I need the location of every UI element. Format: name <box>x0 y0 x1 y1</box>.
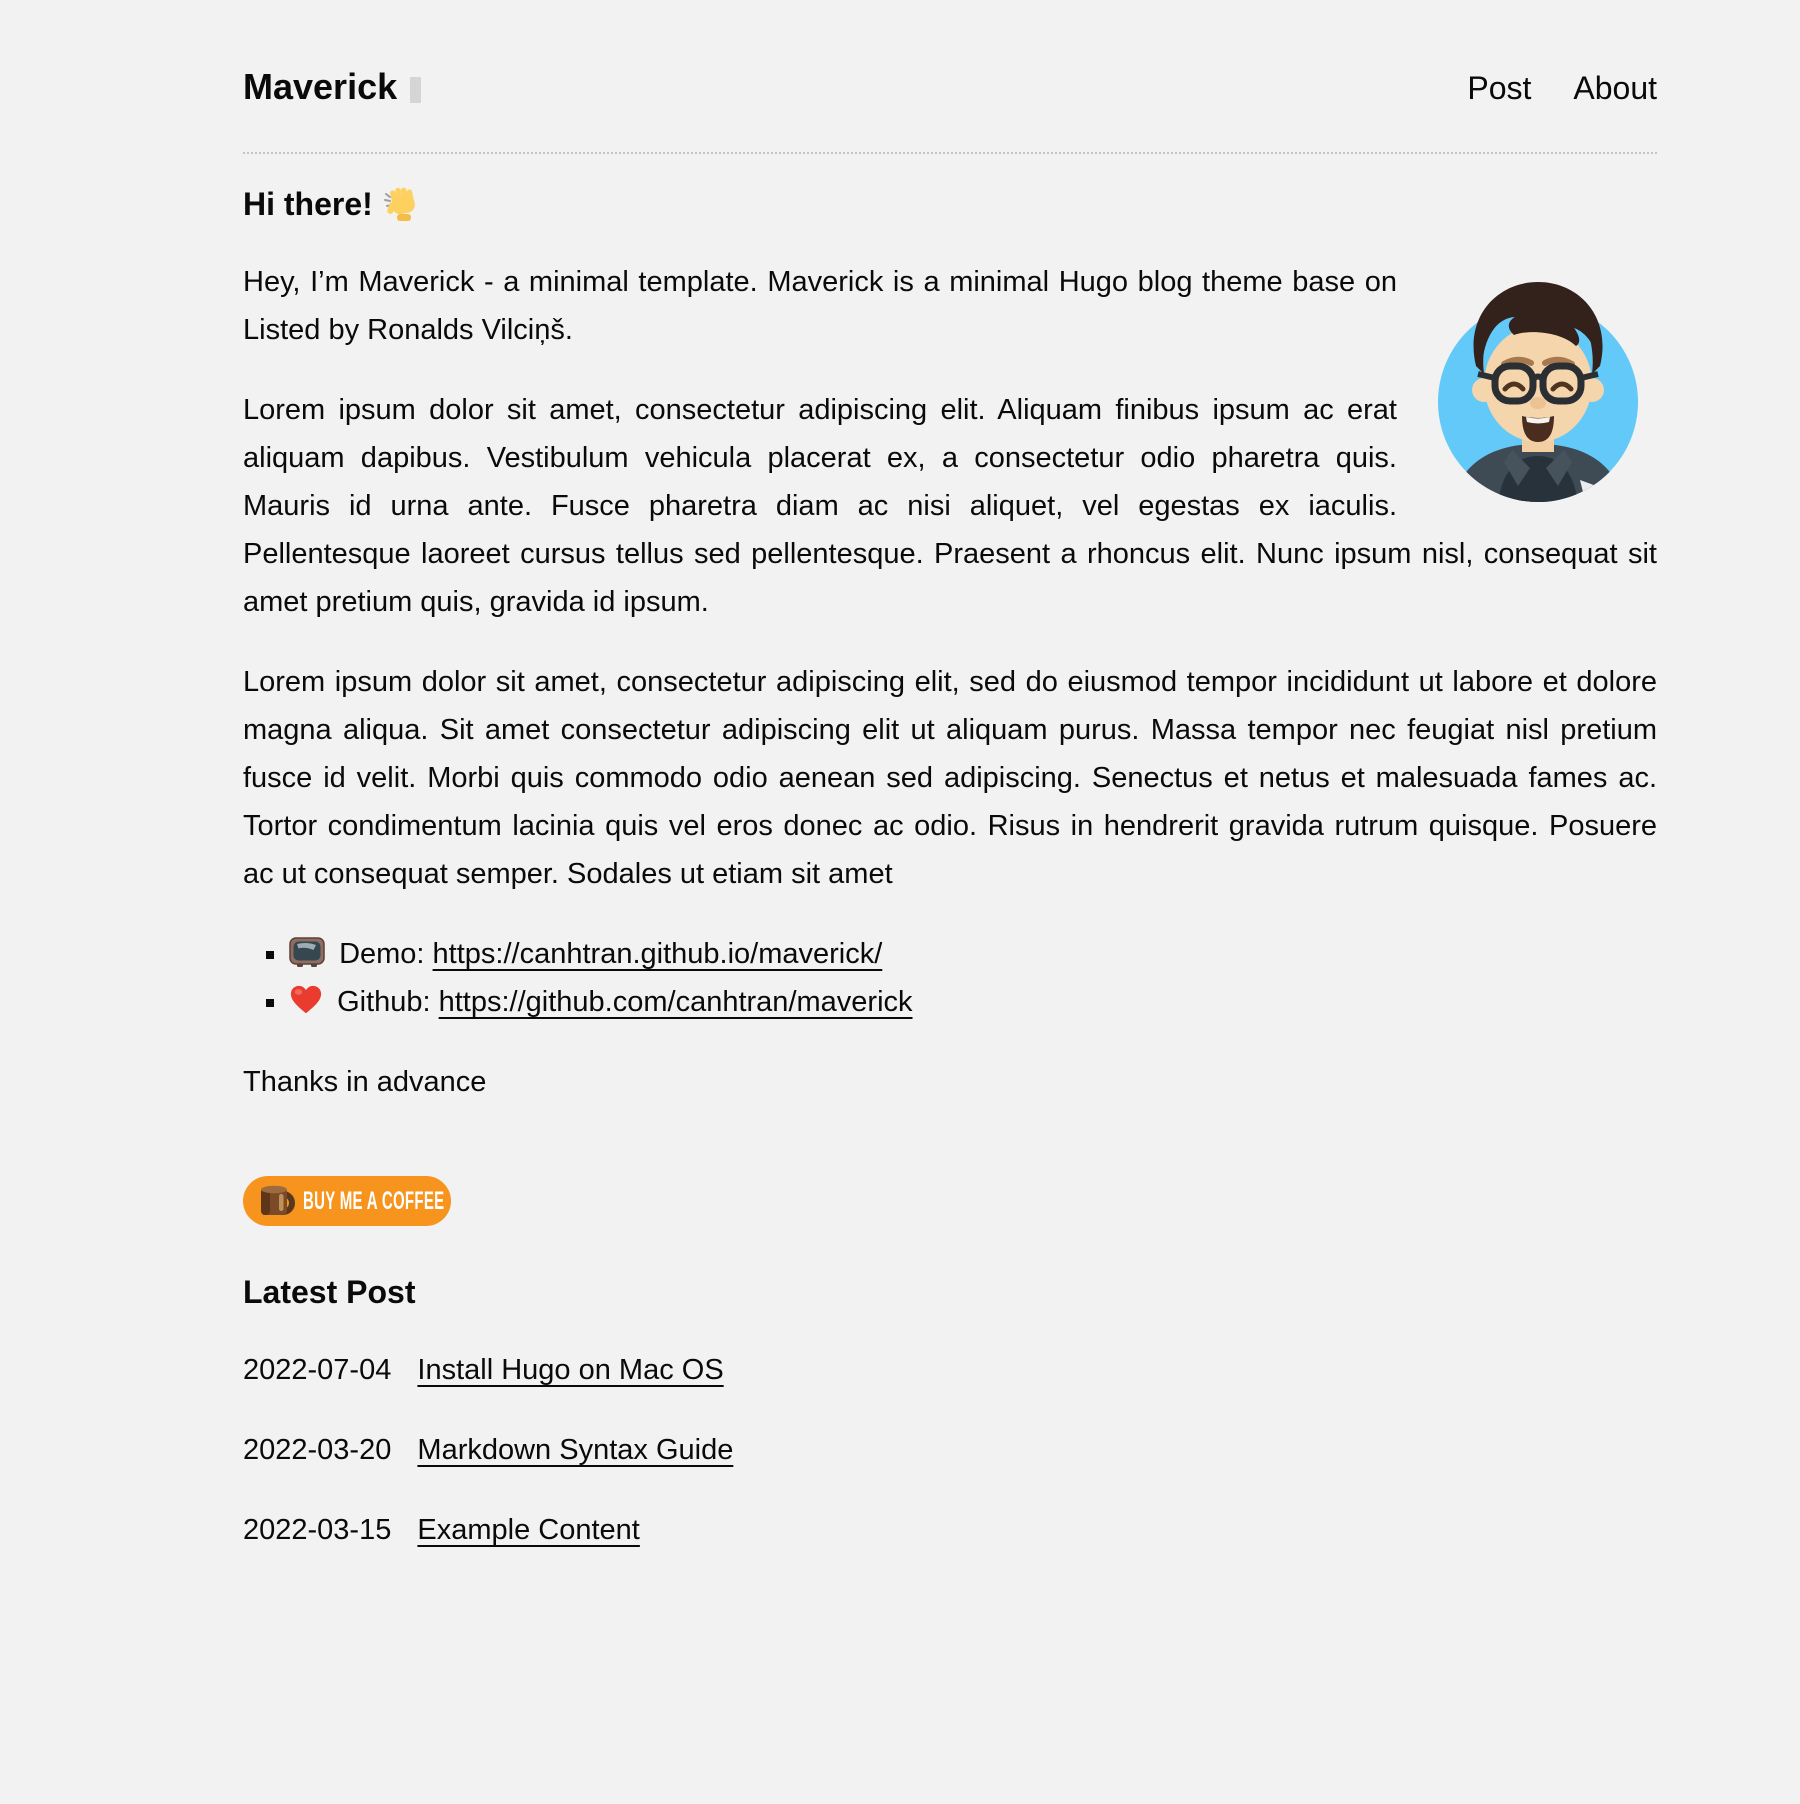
github-link[interactable]: https://github.com/canhtran/maverick <box>438 986 913 1018</box>
post-date: 2022-07-04 <box>243 1354 392 1386</box>
coffee-button-label: BUY ME A COFFEE <box>303 1186 445 1215</box>
nav-link-about[interactable]: About <box>1573 70 1657 106</box>
post-link-markdown-syntax[interactable]: Markdown Syntax Guide <box>417 1434 734 1466</box>
about-body <box>243 258 1657 1227</box>
post-date: 2022-03-20 <box>243 1434 392 1466</box>
intro-paragraph: Hey, I’m Maverick - a minimal template. Maverick is a minimal Hugo blog theme base on Listed by Ronalds Vilciņš. <box>243 266 1397 346</box>
header-divider <box>243 152 1657 154</box>
post-row <box>243 1426 1657 1474</box>
buy-me-a-coffee-button[interactable] <box>243 1176 451 1226</box>
lorem-paragraph-1: Lorem ipsum dolor sit amet, consectetur adipiscing elit. Aliquam finibus ipsum ac erat aliquam dapibus. Vestibulum vehicula placerat ex, a consectetur odio pharetra quis. Mauris id urna ante. Fusce pharetra diam ac nisi aliquet, vel egestas ex iaculis. Pellentesque laoreet cursus tellus sed pellentesque. Praesent a rhoncus elit. Nunc ipsum nisl, consequat sit amet pretium quis, gravida id ipsum. <box>243 394 1657 618</box>
demo-label: Demo: <box>339 938 425 970</box>
site-header <box>243 0 1657 110</box>
github-label: Github: <box>337 986 431 1018</box>
author-avatar <box>1397 258 1657 502</box>
post-link-example-content[interactable]: Example Content <box>417 1514 640 1546</box>
github-list-item <box>289 978 1657 1026</box>
demo-link[interactable]: https://canhtran.github.io/maverick/ <box>432 938 883 970</box>
coffee-mug-icon <box>255 1180 297 1222</box>
post-link-install-hugo[interactable]: Install Hugo on Mac OS <box>417 1354 724 1386</box>
latest-post-heading: Latest Post <box>243 1274 416 1310</box>
demo-list-item <box>289 930 1657 978</box>
site-title[interactable]: Maverick <box>243 66 398 107</box>
greeting-heading <box>243 182 1657 226</box>
coffee-label-box <box>303 1186 445 1216</box>
red-heart-emoji-icon <box>289 984 323 1016</box>
post-row <box>243 1506 1657 1554</box>
site-title-wrap <box>243 65 421 109</box>
post-date: 2022-03-15 <box>243 1514 392 1546</box>
waving-hand-emoji-icon <box>383 186 419 222</box>
about-section <box>243 182 1657 1554</box>
nav-link-post[interactable]: Post <box>1467 70 1532 106</box>
container <box>243 0 1657 1554</box>
title-cursor-block <box>410 77 421 103</box>
site-nav <box>1467 66 1657 110</box>
links-list <box>243 930 1657 1026</box>
post-row <box>243 1346 1657 1394</box>
tv-emoji-icon <box>289 936 325 968</box>
lorem-paragraph-2: Lorem ipsum dolor sit amet, consectetur adipiscing elit, sed do eiusmod tempor incididunt ut labore et dolore magna aliqua. Sit amet consectetur adipiscing elit ut aliquam purus. Massa tempor nec feugiat nisl pretium fusce id velit. Morbi quis commodo odio aenean sed adipiscing. Senectus et netus et malesuada fames ac. Tortor condimentum lacinia quis vel eros donec ac odio. Risus in hendrerit gravida rutrum quisque. Posuere ac ut consequat semper. Sodales ut etiam sit amet <box>243 666 1657 890</box>
thanks-text: Thanks in advance <box>243 1066 487 1098</box>
greeting-text: Hi there! <box>243 186 373 222</box>
author-avatar-image <box>1434 274 1642 504</box>
